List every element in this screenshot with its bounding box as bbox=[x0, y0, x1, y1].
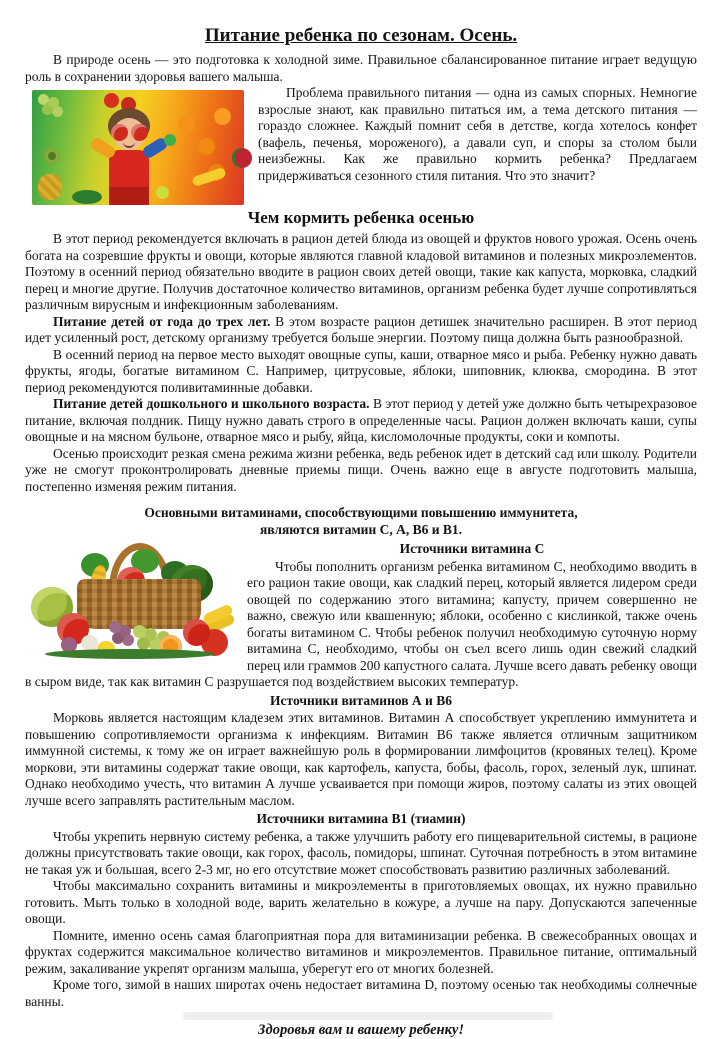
feed-paragraph-2-rest: В этом возрасте рацион детишек значительно расширен. В этот период идет усиленный рост, детскому организму требуется больше энергии. Поэтому пища должна быть разнообразной. bbox=[25, 313, 697, 345]
feed-paragraph-1: В этот период рекомендуется включать в рацион детей блюда из овощей и фруктов нового урожая. Осень очень богата на созревшие фрукты и овощи, которые являются главной кладовой витаминов и полезных микроэлементов. Поэтому в осенний период обязательно вводите в рацион своих детей овощи, такие как капуста, морковка, сладкий перец и многие другие. Получив достаточное количество витаминов, организм ребенка будет лучше сопротивляться различным вирусным и инфекционным заболеваниям. bbox=[25, 231, 697, 312]
lime-icon bbox=[156, 186, 169, 199]
feed-paragraph-5: Осенью происходит резкая смена режима жизни ребенка, ведь ребенок идет в детский сад или школу. Родители уже не смогут проконтролировать дневные приемы пищи. Очень важно еще в августе подготовить малыша, постепенно изменяя режим питания. bbox=[25, 445, 697, 494]
leaf-greens-icon bbox=[72, 190, 102, 204]
vitamins-note bbox=[25, 504, 697, 538]
banana-icon bbox=[191, 167, 226, 187]
pineapple-icon bbox=[38, 174, 62, 200]
watermelon-icon bbox=[232, 148, 252, 168]
grapes-icon bbox=[38, 94, 49, 105]
closing-wish: Здоровья вам и вашему ребенку! bbox=[257, 1022, 464, 1038]
green-grapes-icon bbox=[133, 625, 146, 638]
vitamin-c-paragraph: Чтобы пополнить организм ребенка витамином С, необходимо вводить в его рацион такие овощи, как сладкий перец, который является лидером среди овощей по содержанию этого витамина; капусту, причем совершенно не важно, свежую или квашенную; яблоки, особенно с кислинкой, также очень богаты витамином С. Чтобы ребенок получил необходимую суточную норму витамина С, необходимо, чтобы он съел всего лишь один свежий сладкий перец или граммов 200 капустного салата. Лучше всего давать ребенку овощи в сыром виде, так как витамин С разрушается под воздействием высоких температур. bbox=[25, 558, 697, 689]
apple-icon bbox=[104, 93, 119, 108]
apple-over-eye-right bbox=[131, 124, 148, 141]
vitamin-c-section bbox=[25, 541, 697, 691]
child-body bbox=[109, 150, 149, 205]
feed-paragraph-4-lead: Питание детей дошкольного и школьного возраста. bbox=[53, 396, 370, 411]
vegetable-basket-photo bbox=[25, 543, 235, 661]
apple-right-icon bbox=[183, 619, 210, 646]
vitamin-c-heading: Источники витамина С bbox=[399, 541, 545, 556]
feed-paragraph-3: В осенний период на первое место выходят овощные супы, каши, отварное мясо и рыба. Ребенку нужно давать фрукты, ягоды, богатые витамином С. Например, цитрусовые, яблоки, шиповник, клюква, смородина. В этот период рекомендуются поливитаминные добавки. bbox=[25, 346, 697, 395]
purple-grapes-icon bbox=[109, 621, 121, 633]
kiwi-icon bbox=[44, 148, 60, 164]
vitamin-b1-heading: Источники витамина В1 (тиамин) bbox=[256, 811, 466, 826]
feed-paragraph-2 bbox=[25, 314, 697, 347]
vitamins-note-line1: Основными витаминами, способствующими повышению иммунитета, bbox=[144, 505, 578, 520]
intro-paragraph: В природе осень — это подготовка к холодной зиме. Правильное сбалансированное питание играет ведущую роль в сохранении здоровья вашего малыша. bbox=[25, 52, 697, 84]
child-mitten bbox=[164, 134, 176, 146]
feed-paragraph-2-lead: Питание детей от года до трех лет. bbox=[53, 313, 271, 329]
vitamin-b1-paragraph-3: Помните, именно осень самая благоприятная пора для витаминизации ребенка. В свежесобранных овощах и фруктах содержится максимальное количество витаминов и микроэлементов. Правильное питание, оптимальный режим, закаливание укрепят организм малыша, уберегут его от многих болезней. bbox=[25, 927, 697, 976]
vitamins-note-line2: являются витамин С, А, В6 и В1. bbox=[259, 522, 463, 537]
orange-icon bbox=[178, 116, 195, 133]
banana-bunch-icon bbox=[202, 603, 234, 625]
page-bottom-bar bbox=[183, 1012, 553, 1020]
problem-paragraph: Проблема правильного питания — одна из самых спорных. Немногие взрослые знают, как правильно питаться им, а тема детского питания — гораздо сложнее. Каждый помнит себя в детстве, когда хотелось конфет (вафель, печенья, мороженого), а давали суп, и споры за столом были неизбежны. Как же правильно кормить ребенка? Предлагаем придерживаться сезонного стиля питания. Что это значит? bbox=[258, 85, 697, 183]
vitamin-b1-paragraph-2: Чтобы максимально сохранить витамины и микроэлементы в приготовляемых овощах, их нужно правильно готовить. Мыть только в холодной воде, варить желательно в кожуре, а лучше на пару. Допускаются запеченные овощи. bbox=[25, 878, 697, 926]
problem-section bbox=[25, 85, 697, 184]
section-heading-feed-autumn: Чем кормить ребенка осенью bbox=[247, 208, 475, 227]
child-with-fruits-photo bbox=[32, 90, 244, 205]
basket-body bbox=[77, 579, 201, 629]
greens-base-icon bbox=[45, 649, 215, 659]
feed-paragraph-4-rest: В этот период у детей уже должно быть четырехразовое питание, включая полдник. Пищу нужно давать строго в определенные часы. Рацион должен включать каши, супы овощные и на мясном бульоне, отварное мясо и рыбу, яйца, кисломолочные продукты, соки и компоты. bbox=[25, 396, 697, 444]
apple-over-eye-left bbox=[111, 124, 128, 141]
vitamin-a-b6-heading: Источники витаминов А и В6 bbox=[270, 692, 452, 708]
vitamin-b1-paragraph-1: Чтобы укрепить нервную систему ребенка, а также улучшить работу его пищеварительной системы, в рационе должны присутствовать такие овощи, как горох, фасоль, помидоры, шпинат. Суточная потребность в этом витамине не такая уж и большая, всего 2-3 мг, но его отсутствие может способствовать развитию различных заболеваний. bbox=[25, 828, 697, 877]
page-title: Питание ребенка по сезонам. Осень. bbox=[204, 25, 518, 46]
vitamin-a-b6-paragraph: Морковь является настоящим кладезем этих витаминов. Витамин А способствует укреплению иммунитета и повышению сопротивляемости организма к инфекциям. Витамин В6 также является отличным защитником иммунной системы, к тому же он играет важнейшую роль в формировании лимфоцитов (кровяных телец). Кроме моркови, эти витамины содержат такие овощи, как картофель, капуста, бобы, фасоль, горох, зеленый лук, шпинат. Однако необходимо учесть, что витамин А лучше усваивается при помощи жиров, поэтому салаты из этих овощей лучше всего заправлять растительным маслом. bbox=[25, 710, 697, 808]
feed-paragraph-4 bbox=[25, 396, 697, 446]
vitamin-b1-paragraph-4: Кроме того, зимой в наших широтах очень недостает витамина D, поэтому осенью так необходимы солнечные ванны. bbox=[25, 977, 697, 1009]
